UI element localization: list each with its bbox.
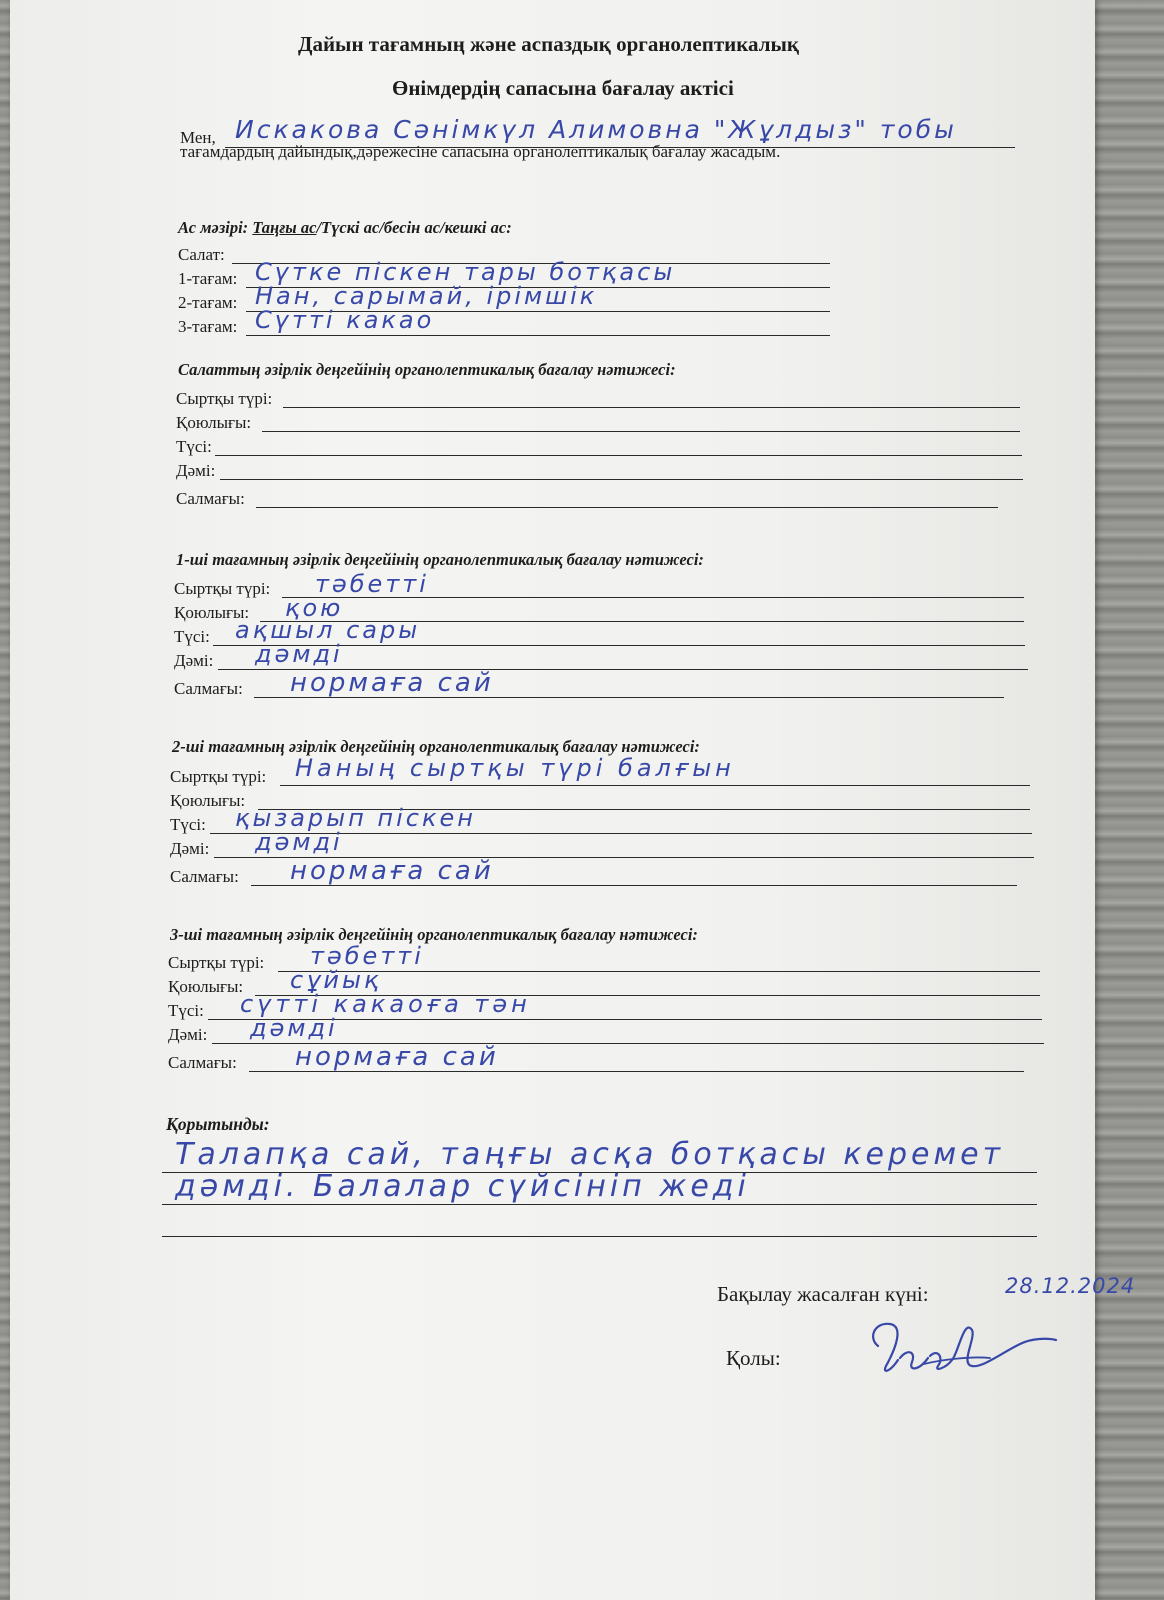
evaluation-form-sheet	[10, 0, 1136, 1600]
menu-row-label: 2-тағам:	[178, 293, 238, 312]
conclusion-line	[162, 1204, 1037, 1205]
date-value: 28.12.2024	[1005, 1274, 1136, 1298]
intro-line2: тағамдардың дайындық,дәрежесіне сапасына органолептикалық бағалау жасадым.	[180, 142, 781, 161]
intro-prefix: Мен,	[180, 128, 216, 147]
salad-row-label: Дәмі:	[176, 461, 216, 480]
dish3-section-heading: 3-ші тағамның әзірлік деңгейінің органолептикалық бағалау нәтижесі:	[170, 925, 698, 944]
dish2-row-value: нормаға сай	[290, 856, 494, 886]
dish2-row-value: қызарып піскен	[235, 804, 476, 832]
menu-row-line	[246, 335, 830, 336]
dish1-row-value: тәбетті	[315, 570, 429, 598]
salad-row-line	[283, 407, 1020, 408]
dish3-row-value: сұйық	[290, 966, 382, 994]
salad-row-label: Түсі:	[176, 437, 212, 456]
dish3-row-label: Түсі:	[168, 1001, 204, 1020]
dish1-section-heading: 1-ші тағамның әзірлік деңгейінің органолептикалық бағалау нәтижесі:	[176, 550, 704, 569]
signature-label: Қолы:	[726, 1346, 781, 1370]
menu-heading-rest: /Түскі ас/бесін ас/кешкі ас:	[316, 218, 512, 237]
dish1-row-label: Салмағы:	[174, 679, 243, 698]
salad-row-label: Қоюлығы:	[176, 413, 252, 432]
dish3-row-value: тәбетті	[310, 942, 424, 970]
menu-heading-prefix: Ас мәзірі:	[178, 218, 253, 237]
dish1-row-label: Қоюлығы:	[174, 603, 250, 622]
menu-heading-selected: Таңғы ас	[252, 218, 317, 237]
dish2-section-heading: 2-ші тағамның әзірлік деңгейінің органолептикалық бағалау нәтижесі:	[172, 737, 700, 756]
dish3-row-value: нормаға сай	[295, 1042, 499, 1072]
dish1-row-value: нормаға сай	[290, 668, 494, 698]
dish1-row-label: Түсі:	[174, 627, 210, 646]
dish1-row-value: дәмді	[255, 640, 343, 668]
dish2-row-line	[280, 785, 1030, 786]
dish2-row-label: Сыртқы түрі:	[170, 767, 267, 786]
dish2-row-label: Дәмі:	[170, 839, 210, 858]
dish2-row-label: Түсі:	[170, 815, 206, 834]
salad-row-line	[220, 479, 1023, 480]
salad-row-label: Салмағы:	[176, 489, 245, 508]
menu-row-label: Салат:	[178, 245, 225, 264]
dish2-row-label: Салмағы:	[170, 867, 239, 886]
signature-mark	[860, 1308, 1060, 1398]
dish1-row-value: ақшыл сары	[235, 616, 421, 644]
salad-row-line	[256, 507, 998, 508]
dish2-row-label: Қоюлығы:	[170, 791, 246, 810]
dish1-row-value: қою	[285, 594, 344, 622]
menu-row-value: Сүтке піскен тары ботқасы	[255, 258, 676, 286]
menu-row-label: 1-тағам:	[178, 269, 238, 288]
menu-row-label: 3-тағам:	[178, 317, 238, 336]
dish3-row-label: Дәмі:	[168, 1025, 208, 1044]
salad-section-heading: Салаттың әзірлік деңгейінің органолептикалық бағалау нәтижесі:	[178, 360, 676, 379]
conclusion-text-line: дәмді. Балалар сүйсініп жеді	[175, 1169, 750, 1204]
conclusion-heading: Қорытынды:	[166, 1114, 270, 1134]
dish1-row-label: Сыртқы түрі:	[174, 579, 271, 598]
dish3-row-label: Сыртқы түрі:	[168, 953, 265, 972]
form-title-line1: Дайын тағамның және аспаздық органолептикалық	[298, 32, 800, 56]
date-label: Бақылау жасалған күні:	[717, 1282, 929, 1306]
conclusion-line	[162, 1236, 1037, 1237]
salad-row-line	[215, 455, 1022, 456]
dish1-row-label: Дәмі:	[174, 651, 214, 670]
dish3-row-value: сүтті какаоға тән	[240, 990, 531, 1018]
salad-row-label: Сыртқы түрі:	[176, 389, 273, 408]
dish3-row-label: Салмағы:	[168, 1053, 237, 1072]
dish2-row-value: Наның сыртқы түрі балғын	[295, 754, 735, 782]
dish3-row-line	[278, 971, 1040, 972]
dish3-row-label: Қоюлығы:	[168, 977, 244, 996]
menu-row-value: Нан, сарымай, ірімшік	[255, 282, 598, 310]
dish2-row-value: дәмді	[255, 828, 343, 856]
menu-heading	[178, 218, 512, 238]
intro-name-handwritten: Искакова Сәнімкүл Алимовна "Жұлдыз" тобы	[235, 115, 957, 144]
form-title-line2: Өнімдердің сапасына бағалау актісі	[392, 76, 734, 100]
menu-row-value: Сүтті какао	[255, 306, 435, 334]
conclusion-text-line: Талапқа сай, таңғы асқа ботқасы керемет	[175, 1137, 1005, 1172]
dish3-row-value: дәмді	[250, 1014, 338, 1042]
salad-row-line	[262, 431, 1020, 432]
